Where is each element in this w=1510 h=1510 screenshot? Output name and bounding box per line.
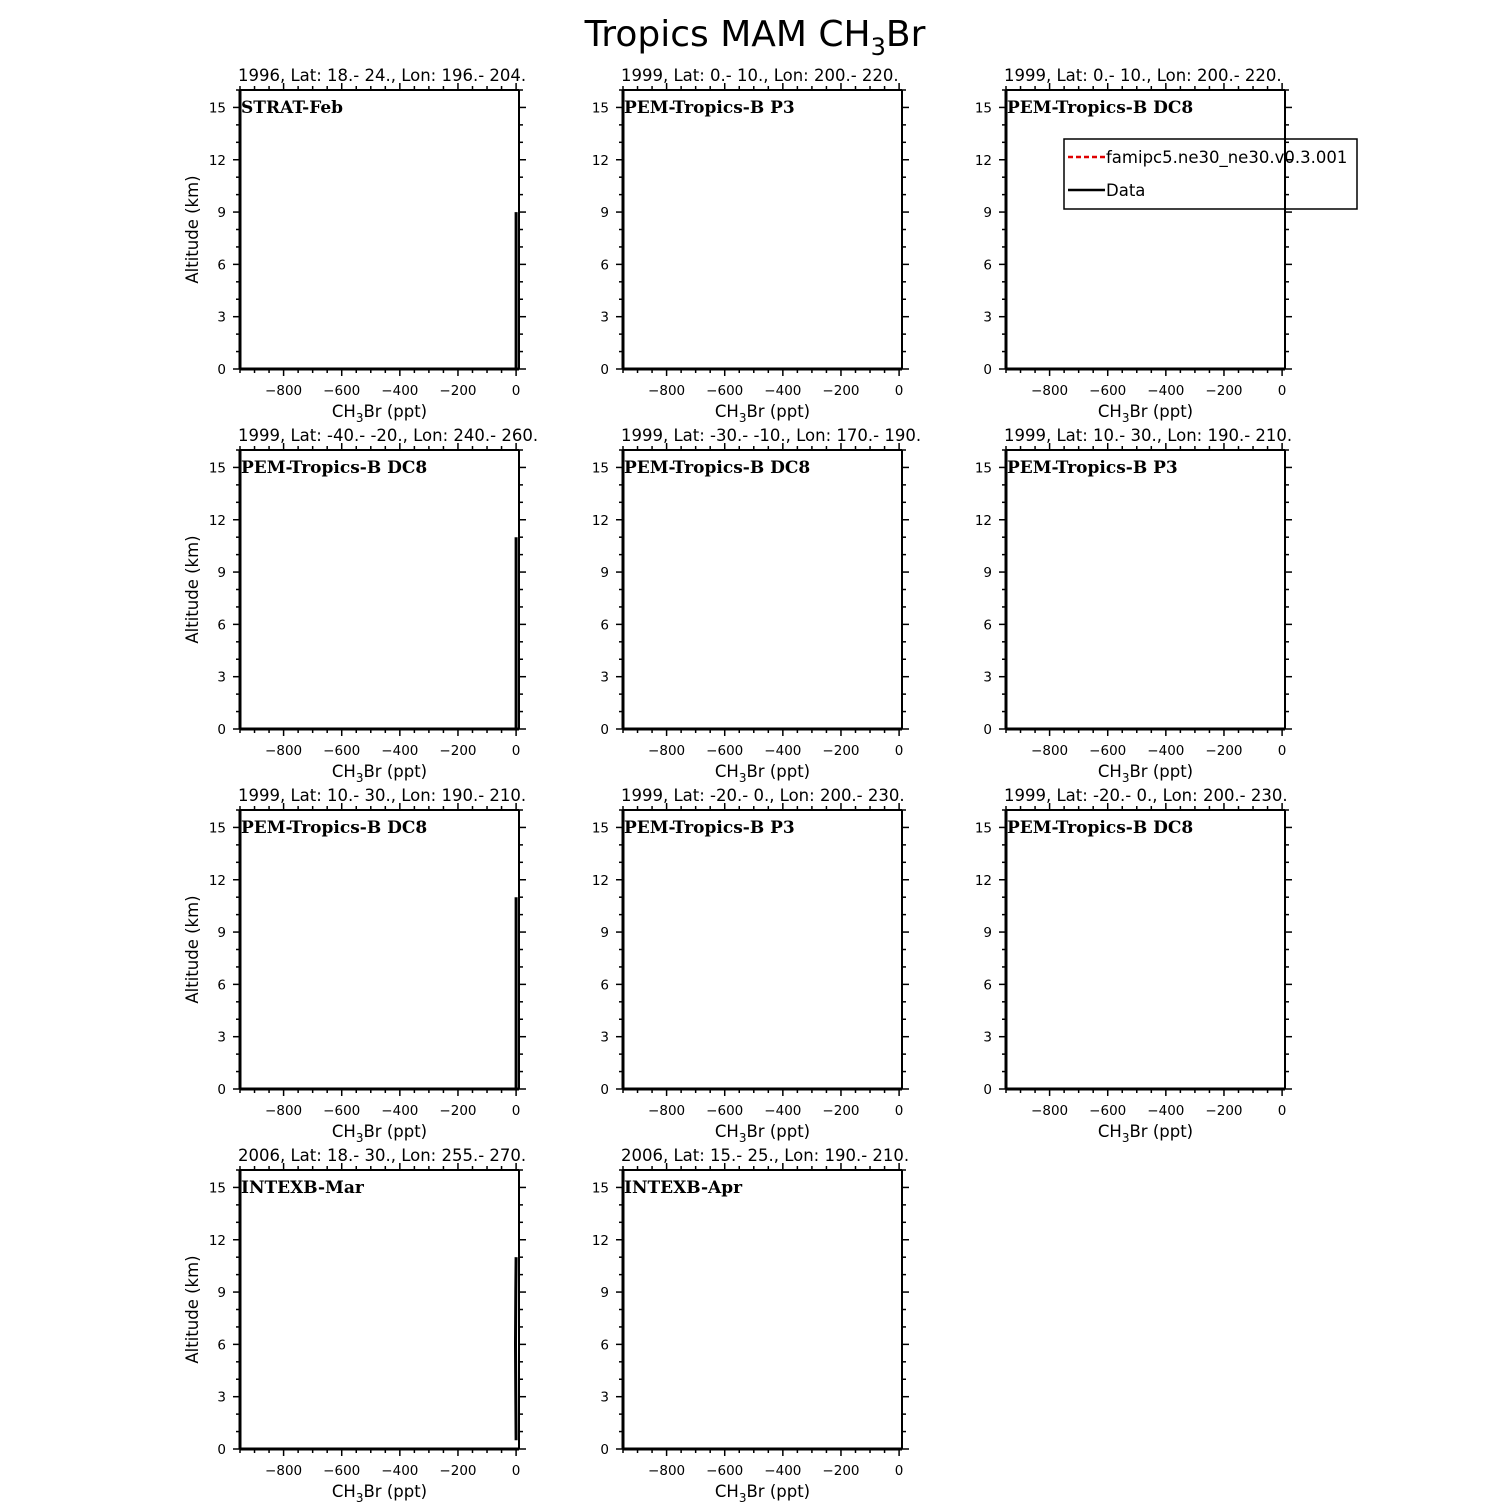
x-tick-label: −200 [1205, 383, 1243, 399]
y-tick-label: 3 [600, 669, 609, 686]
panels [183, 66, 1357, 1505]
y-tick-label: 3 [217, 669, 226, 686]
y-tick-label: 9 [600, 205, 609, 222]
x-tick-label: −800 [648, 743, 686, 759]
y-tick-label: 15 [974, 460, 992, 477]
series-line-data [516, 1257, 517, 1440]
y-tick-label: 9 [600, 1285, 609, 1302]
y-tick-label: 3 [600, 1029, 609, 1046]
y-tick-label: 9 [600, 565, 609, 582]
y-tick-label: 0 [600, 1082, 609, 1098]
y-tick-label: 0 [600, 1442, 609, 1458]
x-tick-label: −200 [439, 383, 477, 399]
x-tick-label: −800 [265, 1463, 303, 1479]
legend [1064, 139, 1357, 209]
x-tick-label: 0 [511, 743, 521, 759]
y-tick-label: 6 [217, 977, 226, 994]
y-tick-label: 3 [600, 309, 609, 326]
x-tick-label: −600 [323, 383, 361, 399]
y-tick-label: 9 [217, 925, 226, 942]
x-tick-label: −600 [323, 1103, 361, 1119]
y-tick-label: 9 [217, 205, 226, 222]
campaign-label: PEM-Tropics-B P3 [624, 818, 795, 838]
y-tick-label: 3 [217, 309, 226, 326]
y-tick-label: 3 [983, 669, 992, 686]
campaign-label: PEM-Tropics-B DC8 [1007, 818, 1194, 838]
panel-subtitle: 2006, Lat: 15.- 25., Lon: 190.- 210. [621, 1146, 910, 1165]
x-tick-label: −400 [764, 383, 802, 399]
campaign-label: PEM-Tropics-B DC8 [241, 458, 428, 478]
x-tick-label: −400 [764, 1103, 802, 1119]
x-tick-label: −400 [1147, 1103, 1185, 1119]
x-tick-label: −800 [1031, 383, 1069, 399]
x-tick-label: 0 [511, 1103, 521, 1119]
x-axis-label: $CH_3Br$ (ppt) [331, 1482, 428, 1505]
x-axis-label: $CH_3Br$ (ppt) [714, 1122, 811, 1145]
panel-9 [975, 786, 1292, 1145]
y-tick-label: 0 [983, 362, 992, 378]
x-axis-label: $CH_3Br$ (ppt) [331, 402, 428, 425]
panel-6 [975, 426, 1292, 785]
y-tick-label: 12 [591, 512, 609, 529]
x-axis-label: $CH_3Br$ (ppt) [714, 1482, 811, 1505]
y-tick-label: 12 [591, 872, 609, 889]
panel-subtitle: 1999, Lat: 0.- 10., Lon: 200.- 220. [621, 66, 899, 85]
x-tick-label: −200 [822, 1463, 860, 1479]
panel-subtitle: 1996, Lat: 18.- 24., Lon: 196.- 204. [238, 66, 527, 85]
y-tick-label: 15 [591, 460, 609, 477]
x-tick-label: −600 [706, 1463, 744, 1479]
y-tick-label: 6 [217, 257, 226, 274]
campaign-label: INTEXB-Apr [624, 1178, 743, 1198]
panel-4 [183, 426, 538, 785]
x-axis-label: $CH_3Br$ (ppt) [331, 1122, 428, 1145]
y-tick-label: 12 [208, 512, 226, 529]
y-tick-label: 0 [983, 1082, 992, 1098]
y-tick-label: 6 [217, 1337, 226, 1354]
x-tick-label: −600 [323, 1463, 361, 1479]
campaign-label: PEM-Tropics-B P3 [1007, 458, 1178, 478]
y-tick-label: 9 [217, 1285, 226, 1302]
x-axis-label: $CH_3Br$ (ppt) [331, 762, 428, 785]
x-tick-label: −200 [1205, 743, 1243, 759]
x-tick-label: −200 [822, 383, 860, 399]
x-tick-label: −600 [706, 743, 744, 759]
y-tick-label: 6 [983, 617, 992, 634]
y-tick-label: 0 [600, 722, 609, 738]
x-tick-label: −800 [265, 383, 303, 399]
legend-label-1: famipc5.ne30_ne30.v0.3.001 [1106, 148, 1348, 167]
x-tick-label: −200 [822, 743, 860, 759]
x-tick-label: −400 [381, 383, 419, 399]
x-tick-label: −600 [706, 1103, 744, 1119]
y-tick-label: 12 [974, 512, 992, 529]
y-tick-label: 0 [217, 722, 226, 738]
y-tick-label: 0 [983, 722, 992, 738]
x-axis-label: $CH_3Br$ (ppt) [1097, 402, 1194, 425]
panel-8 [592, 786, 909, 1145]
y-tick-label: 15 [974, 100, 992, 117]
y-tick-label: 9 [983, 205, 992, 222]
x-tick-label: −800 [648, 1463, 686, 1479]
panel-subtitle: 1999, Lat: -40.- -20., Lon: 240.- 260. [238, 426, 539, 445]
y-tick-label: 15 [208, 1180, 226, 1197]
legend-label-2: Data [1106, 181, 1146, 200]
campaign-label: PEM-Tropics-B DC8 [624, 458, 811, 478]
panel-subtitle: 1999, Lat: 10.- 30., Lon: 190.- 210. [238, 786, 527, 805]
panel-subtitle: 1999, Lat: 0.- 10., Lon: 200.- 220. [1004, 66, 1282, 85]
y-tick-label: 6 [983, 977, 992, 994]
x-tick-label: −400 [381, 743, 419, 759]
campaign-label: INTEXB-Mar [241, 1178, 364, 1198]
x-tick-label: −200 [439, 1463, 477, 1479]
x-tick-label: −200 [1205, 1103, 1243, 1119]
x-tick-label: 0 [1277, 383, 1287, 399]
y-axis-label: Altitude (km) [183, 535, 202, 644]
x-tick-label: −400 [1147, 383, 1185, 399]
y-tick-label: 9 [983, 925, 992, 942]
y-tick-label: 12 [208, 1232, 226, 1249]
y-tick-label: 6 [600, 977, 609, 994]
y-tick-label: 3 [600, 1389, 609, 1406]
y-tick-label: 12 [974, 152, 992, 169]
x-tick-label: −600 [323, 743, 361, 759]
y-axis-label: Altitude (km) [183, 1255, 202, 1364]
panel-2 [592, 66, 909, 425]
y-tick-label: 3 [983, 1029, 992, 1046]
y-tick-label: 15 [591, 100, 609, 117]
campaign-label: PEM-Tropics-B P3 [624, 98, 795, 118]
x-axis-label: $CH_3Br$ (ppt) [1097, 1122, 1194, 1145]
x-axis-label: $CH_3Br$ (ppt) [714, 402, 811, 425]
y-tick-label: 15 [974, 820, 992, 837]
y-tick-label: 9 [600, 925, 609, 942]
x-tick-label: −400 [764, 743, 802, 759]
campaign-label: STRAT-Feb [241, 98, 344, 118]
x-tick-label: −600 [1089, 743, 1127, 759]
x-tick-label: −800 [648, 1103, 686, 1119]
y-tick-label: 0 [217, 1082, 226, 1098]
y-tick-label: 6 [217, 617, 226, 634]
x-tick-label: −200 [439, 1103, 477, 1119]
y-tick-label: 3 [217, 1389, 226, 1406]
y-tick-label: 12 [591, 1232, 609, 1249]
panel-subtitle: 1999, Lat: -20.- 0., Lon: 200.- 230. [1004, 786, 1288, 805]
x-tick-label: −400 [1147, 743, 1185, 759]
y-tick-label: 12 [208, 872, 226, 889]
y-tick-label: 9 [217, 565, 226, 582]
x-tick-label: −800 [1031, 743, 1069, 759]
x-axis-label: $CH_3Br$ (ppt) [714, 762, 811, 785]
y-tick-label: 0 [217, 1442, 226, 1458]
x-tick-label: −400 [764, 1463, 802, 1479]
y-tick-label: 0 [217, 362, 226, 378]
campaign-label: PEM-Tropics-B DC8 [241, 818, 428, 838]
panel-subtitle: 1999, Lat: 10.- 30., Lon: 190.- 210. [1004, 426, 1293, 445]
x-tick-label: −800 [265, 1103, 303, 1119]
x-tick-label: 0 [511, 383, 521, 399]
y-tick-label: 6 [600, 617, 609, 634]
y-tick-label: 15 [208, 460, 226, 477]
y-tick-label: 6 [600, 257, 609, 274]
y-tick-label: 15 [208, 820, 226, 837]
x-tick-label: −400 [381, 1103, 419, 1119]
y-tick-label: 12 [591, 152, 609, 169]
panel-10 [183, 1146, 526, 1505]
x-tick-label: 0 [894, 1103, 904, 1119]
x-tick-label: 0 [894, 743, 904, 759]
x-tick-label: −800 [1031, 1103, 1069, 1119]
y-tick-label: 12 [208, 152, 226, 169]
y-tick-label: 0 [600, 362, 609, 378]
y-tick-label: 15 [591, 1180, 609, 1197]
panel-11 [592, 1146, 909, 1505]
x-tick-label: 0 [1277, 743, 1287, 759]
panel-7 [183, 786, 526, 1145]
x-tick-label: −200 [439, 743, 477, 759]
campaign-label: PEM-Tropics-B DC8 [1007, 98, 1194, 118]
x-tick-label: 0 [894, 1463, 904, 1479]
panel-subtitle: 1999, Lat: -30.- -10., Lon: 170.- 190. [621, 426, 922, 445]
y-axis-label: Altitude (km) [183, 895, 202, 1004]
x-tick-label: −400 [381, 1463, 419, 1479]
y-tick-label: 15 [208, 100, 226, 117]
x-tick-label: −800 [648, 383, 686, 399]
y-tick-label: 6 [600, 1337, 609, 1354]
y-tick-label: 12 [974, 872, 992, 889]
y-tick-label: 15 [591, 820, 609, 837]
x-tick-label: −600 [1089, 383, 1127, 399]
panel-3 [975, 66, 1357, 425]
y-tick-label: 9 [983, 565, 992, 582]
x-tick-label: 0 [1277, 1103, 1287, 1119]
figure-title: Tropics MAM $CH_3Br$ [584, 14, 926, 61]
y-tick-label: 3 [983, 309, 992, 326]
y-tick-label: 3 [217, 1029, 226, 1046]
panel-5 [592, 426, 921, 785]
x-tick-label: −600 [1089, 1103, 1127, 1119]
y-axis-label: Altitude (km) [183, 175, 202, 284]
x-axis-label: $CH_3Br$ (ppt) [1097, 762, 1194, 785]
x-tick-label: −600 [706, 383, 744, 399]
panel-subtitle: 2006, Lat: 18.- 30., Lon: 255.- 270. [238, 1146, 527, 1165]
x-tick-label: 0 [511, 1463, 521, 1479]
panel-1 [183, 66, 526, 425]
panel-subtitle: 1999, Lat: -20.- 0., Lon: 200.- 230. [621, 786, 905, 805]
x-tick-label: −800 [265, 743, 303, 759]
x-tick-label: 0 [894, 383, 904, 399]
y-tick-label: 6 [983, 257, 992, 274]
x-tick-label: −200 [822, 1103, 860, 1119]
